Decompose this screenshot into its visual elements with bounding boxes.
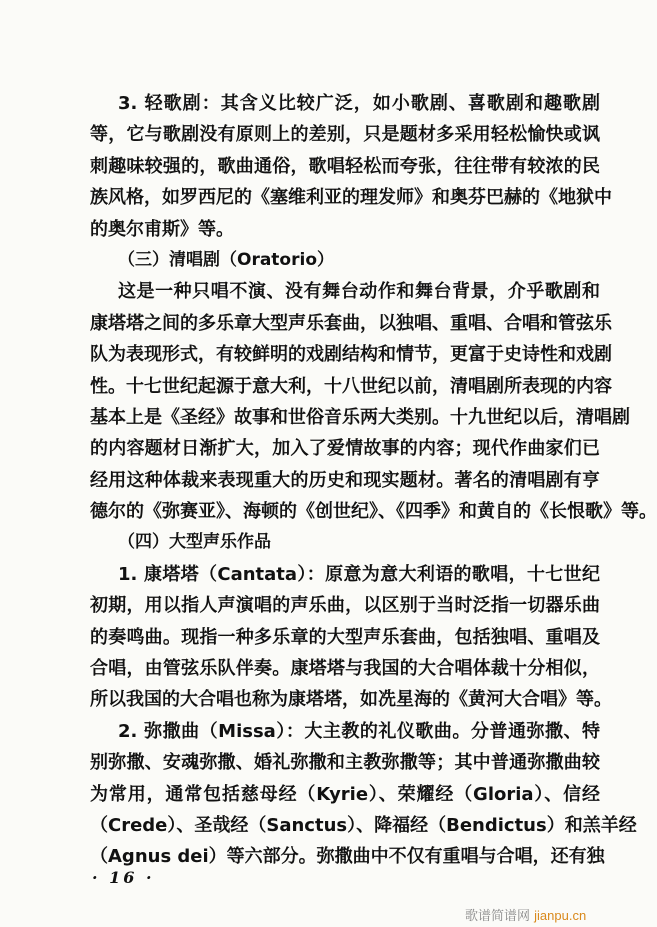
text-line: 基本上是《圣经》故事和世俗音乐两大类别。十九世纪以后，清唱剧 <box>90 406 630 428</box>
text-line: 1. 康塔塔（Cantata）：原意为意大利语的歌唱，十七世纪 <box>118 563 600 585</box>
text-line: （Crede）、圣哉经（Sanctus）、降福经（Bendictus）和羔羊经 <box>90 814 637 836</box>
text-line: 合唱，由管弦乐队伴奏。康塔塔与我国的大合唱体裁十分相似， <box>90 658 600 680</box>
text-line: 的内容题材日渐扩大，加入了爱情故事的内容；现代作曲家们已 <box>90 438 600 460</box>
section-heading: （四）大型声乐作品 <box>118 532 271 553</box>
text-line: 刺趣味较强的，歌曲通俗，歌唱轻松而夸张，往往带有较浓的民 <box>90 155 600 177</box>
watermark <box>465 905 586 924</box>
text-line: （Agnus dei）等六部分。弥撒曲中不仅有重唱与合唱，还有独 <box>90 846 605 868</box>
watermark-en: jianpu.cn <box>534 908 587 923</box>
text-line: 的奥尔甫斯》等。 <box>90 218 234 240</box>
text-line: 3. 轻歌剧：其含义比较广泛，如小歌剧、喜歌剧和趣歌剧 <box>118 93 600 114</box>
text-line: 队为表现形式，有较鲜明的戏剧结构和情节，更富于史诗性和戏剧 <box>90 344 612 366</box>
text-line: 别弥撒、安魂弥撒、婚礼弥撒和主教弥撒等；其中普通弥撒曲较 <box>90 752 600 774</box>
text-line: 德尔的《弥赛亚》、海顿的《创世纪》、《四季》和黄自的《长恨歌》等。 <box>90 501 657 523</box>
text-line: 经用这种体裁来表现重大的历史和现实题材。著名的清唱剧有亨 <box>90 469 600 491</box>
page-number: · 16 · <box>92 868 155 887</box>
text-line: 所以我国的大合唱也称为康塔塔，如冼星海的《黄河大合唱》等。 <box>90 689 612 711</box>
text-line: 康塔塔之间的多乐章大型声乐套曲，以独唱、重唱、合唱和管弦乐 <box>90 312 612 334</box>
text-line: 这是一种只唱不演、没有舞台动作和舞台背景，介乎歌剧和 <box>118 281 600 303</box>
text-line: 的奏鸣曲。现指一种多乐章的大型声乐套曲，包括独唱、重唱及 <box>90 626 600 648</box>
section-heading: （三）清唱剧（Oratorio） <box>118 249 335 270</box>
watermark-cn: 歌谱简谱网 <box>465 909 531 924</box>
text-line: 初期，用以指人声演唱的声乐曲，以区别于当时泛指一切器乐曲 <box>90 595 600 617</box>
text-line: 2. 弥撒曲（Missa）：大主教的礼仪歌曲。分普通弥撒、特 <box>118 720 600 742</box>
text-line: 为常用，通常包括慈母经（Kyrie）、荣耀经（Gloria）、信经 <box>90 783 600 805</box>
text-line: 等，它与歌剧没有原则上的差别，只是题材多采用轻松愉快或讽 <box>90 124 600 146</box>
text-line: 性。十七世纪起源于意大利，十八世纪以前，清唱剧所表现的内容 <box>90 375 612 397</box>
page-body <box>90 88 657 873</box>
text-line: 族风格，如罗西尼的《塞维利亚的理发师》和奥芬巴赫的《地狱中 <box>90 187 612 209</box>
